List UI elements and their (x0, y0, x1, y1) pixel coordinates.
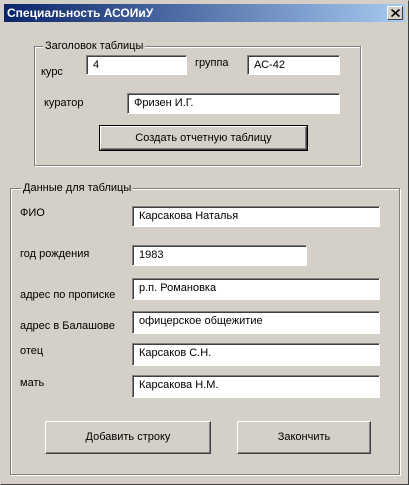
registration-address-input[interactable]: р.п. Романовка (132, 278, 380, 300)
group-input[interactable]: АС-42 (247, 55, 340, 75)
curator-label: куратор (44, 97, 84, 109)
birth-year-label: год рождения (20, 248, 90, 260)
add-row-button[interactable]: Добавить строку (45, 421, 211, 454)
fio-label: ФИО (20, 207, 45, 219)
birth-year-input[interactable]: 1983 (132, 245, 307, 266)
title-bar[interactable] (4, 4, 405, 22)
balashov-address-input[interactable]: офицерское общежитие (132, 311, 380, 334)
registration-address-label: адрес по прописке (20, 289, 116, 301)
window-title: Специальность АСОИиУ (7, 6, 154, 20)
father-label: отец (20, 345, 44, 357)
create-table-button[interactable]: Создать отчетную таблицу (100, 126, 307, 150)
data-group-legend: Данные для таблицы (23, 182, 132, 194)
close-button[interactable] (387, 6, 403, 20)
close-icon (391, 9, 400, 17)
mother-label: мать (20, 377, 45, 389)
course-input[interactable]: 4 (86, 55, 187, 75)
fio-input[interactable]: Карсакова Наталья (132, 206, 380, 227)
mother-input[interactable]: Карсакова Н.М. (132, 375, 380, 398)
father-input[interactable]: Карсаков С.Н. (132, 343, 380, 366)
group-label: группа (195, 57, 229, 69)
course-label: курс (41, 66, 63, 78)
curator-input[interactable]: Фризен И.Г. (127, 93, 340, 114)
header-group-legend: Заголовок таблицы (45, 40, 144, 52)
finish-button[interactable]: Закончить (237, 421, 371, 454)
balashov-address-label: адрес в Балашове (20, 320, 115, 332)
